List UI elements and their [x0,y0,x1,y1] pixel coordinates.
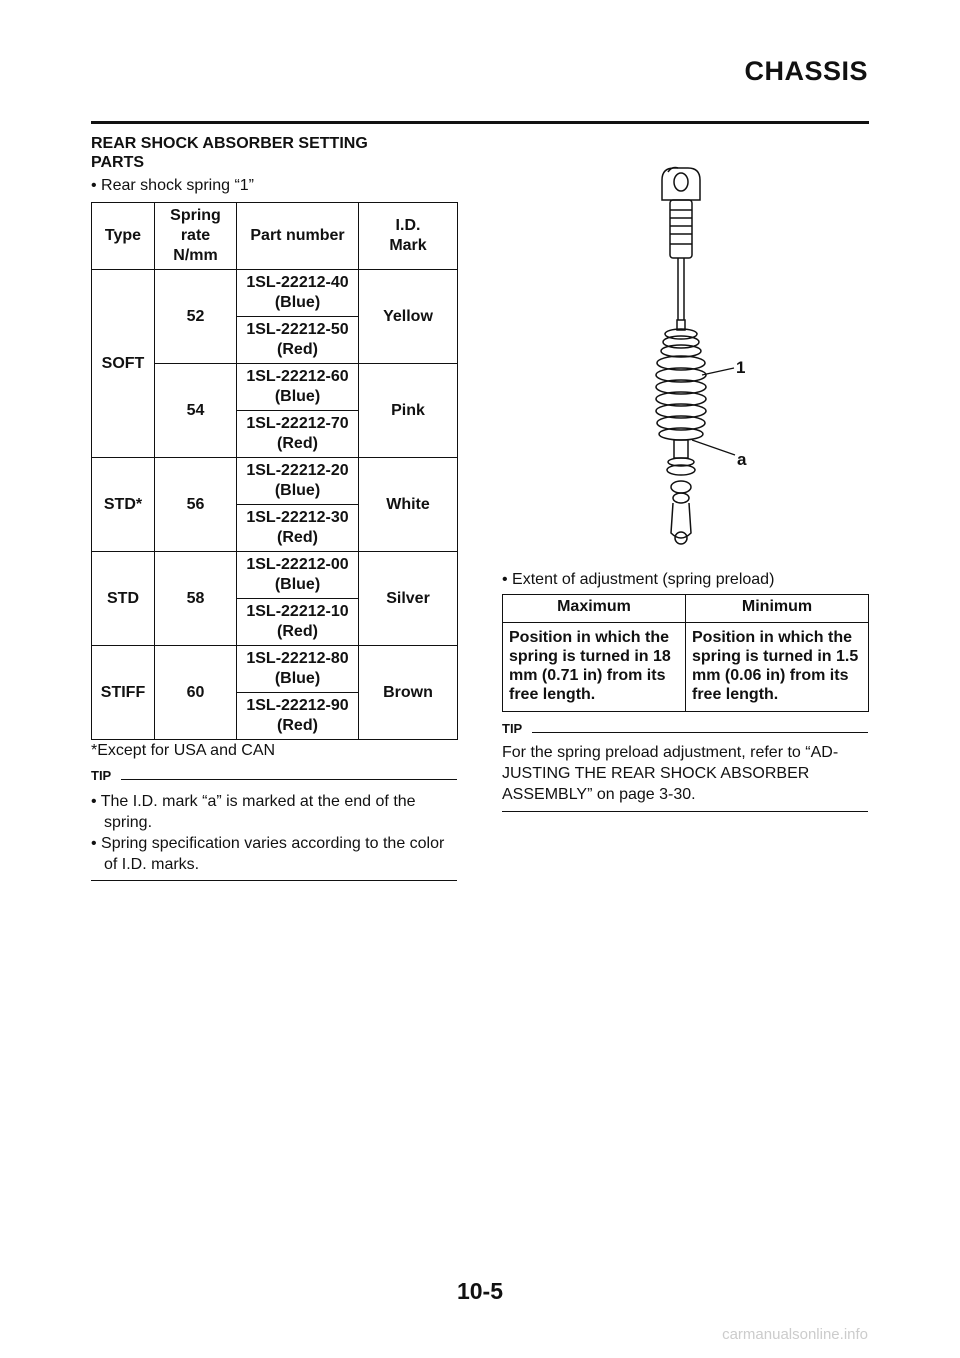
tip1-header [91,768,457,784]
tip2-header [502,721,868,737]
adjust-header-row [503,595,869,623]
tip1-bottom-rule [91,880,457,881]
type-cell: SOFT [92,270,155,458]
watermark: carmanualsonline.info [722,1326,868,1343]
header-maximum: Maximum [503,595,686,623]
mark-cell: Silver [359,552,458,646]
chapter-title: CHASSIS [744,56,868,86]
table-row [92,646,458,693]
header-id-mark: I.D. Mark [359,203,458,270]
tip2-bottom-rule [502,811,868,812]
callout-a-label: a [737,450,747,469]
shock-absorber-figure [640,160,770,550]
part-cell: 1SL-22212-00 (Blue) [237,552,359,599]
rate-cell: 56 [155,458,237,552]
intro-text: • Rear shock spring “1” [91,177,254,194]
part-cell: 1SL-22212-30 (Red) [237,505,359,552]
spring-table [91,202,458,740]
part-cell: 1SL-22212-90 (Red) [237,693,359,740]
section-title: REAR SHOCK ABSORBER SETTING [91,135,368,152]
part-cell: 1SL-22212-20 (Blue) [237,458,359,505]
part-cell: 1SL-22212-10 (Red) [237,599,359,646]
header-type: Type [92,203,155,270]
tip2-rule [532,732,868,733]
maximum-value: Position in which the spring is turned in 18 mm (0.71 in) from its free length. [503,623,686,712]
table-header-row [92,203,458,270]
part-cell: 1SL-22212-60 (Blue) [237,364,359,411]
mark-cell: Yellow [359,270,458,364]
section-subtitle: PARTS [91,154,145,171]
tip1-rule [121,779,457,780]
table-row [92,270,458,317]
page-number: 10-5 [456,1278,504,1304]
adjust-value-row [503,623,869,712]
part-cell: 1SL-22212-70 (Red) [237,411,359,458]
rate-cell: 60 [155,646,237,740]
table-row [92,458,458,505]
type-cell: STD* [92,458,155,552]
rate-cell: 54 [155,364,237,458]
header-rule [91,121,869,124]
header-minimum: Minimum [686,595,869,623]
tip1-item: • Spring specification varies according to the color of I.D. marks. [91,835,445,873]
mark-cell: Pink [359,364,458,458]
part-cell: 1SL-22212-40 (Blue) [237,270,359,317]
minimum-value: Position in which the spring is turned in 1.5 mm (0.06 in) from its free length. [686,623,869,712]
callout-1-label: 1 [736,358,746,377]
tip1-body [91,791,457,875]
adjust-intro: • Extent of adjustment (spring preload) [502,571,775,588]
rate-cell: 58 [155,552,237,646]
part-cell: 1SL-22212-80 (Blue) [237,646,359,693]
section-heading [91,134,368,172]
adjust-table [502,594,869,712]
type-cell: STD [92,552,155,646]
table-row [92,552,458,599]
mark-cell: Brown [359,646,458,740]
header-part-number: Part number [237,203,359,270]
part-cell: 1SL-22212-50 (Red) [237,317,359,364]
rate-cell: 52 [155,270,237,364]
tip2-label: TIP [502,721,523,736]
footnote: *Except for USA and CAN [91,742,276,759]
header-spring-rate: Spring rate N/mm [155,203,237,270]
tip1-item: • The I.D. mark “a” is marked at the end of the spring. [91,793,416,831]
tip1-label: TIP [91,768,112,783]
type-cell: STIFF [92,646,155,740]
tip2-body: For the spring preload adjustment, refer to “AD-JUSTING THE REAR SHOCK ABSORBER ASSEMBLY” on page 3-30. [502,744,839,803]
mark-cell: White [359,458,458,552]
